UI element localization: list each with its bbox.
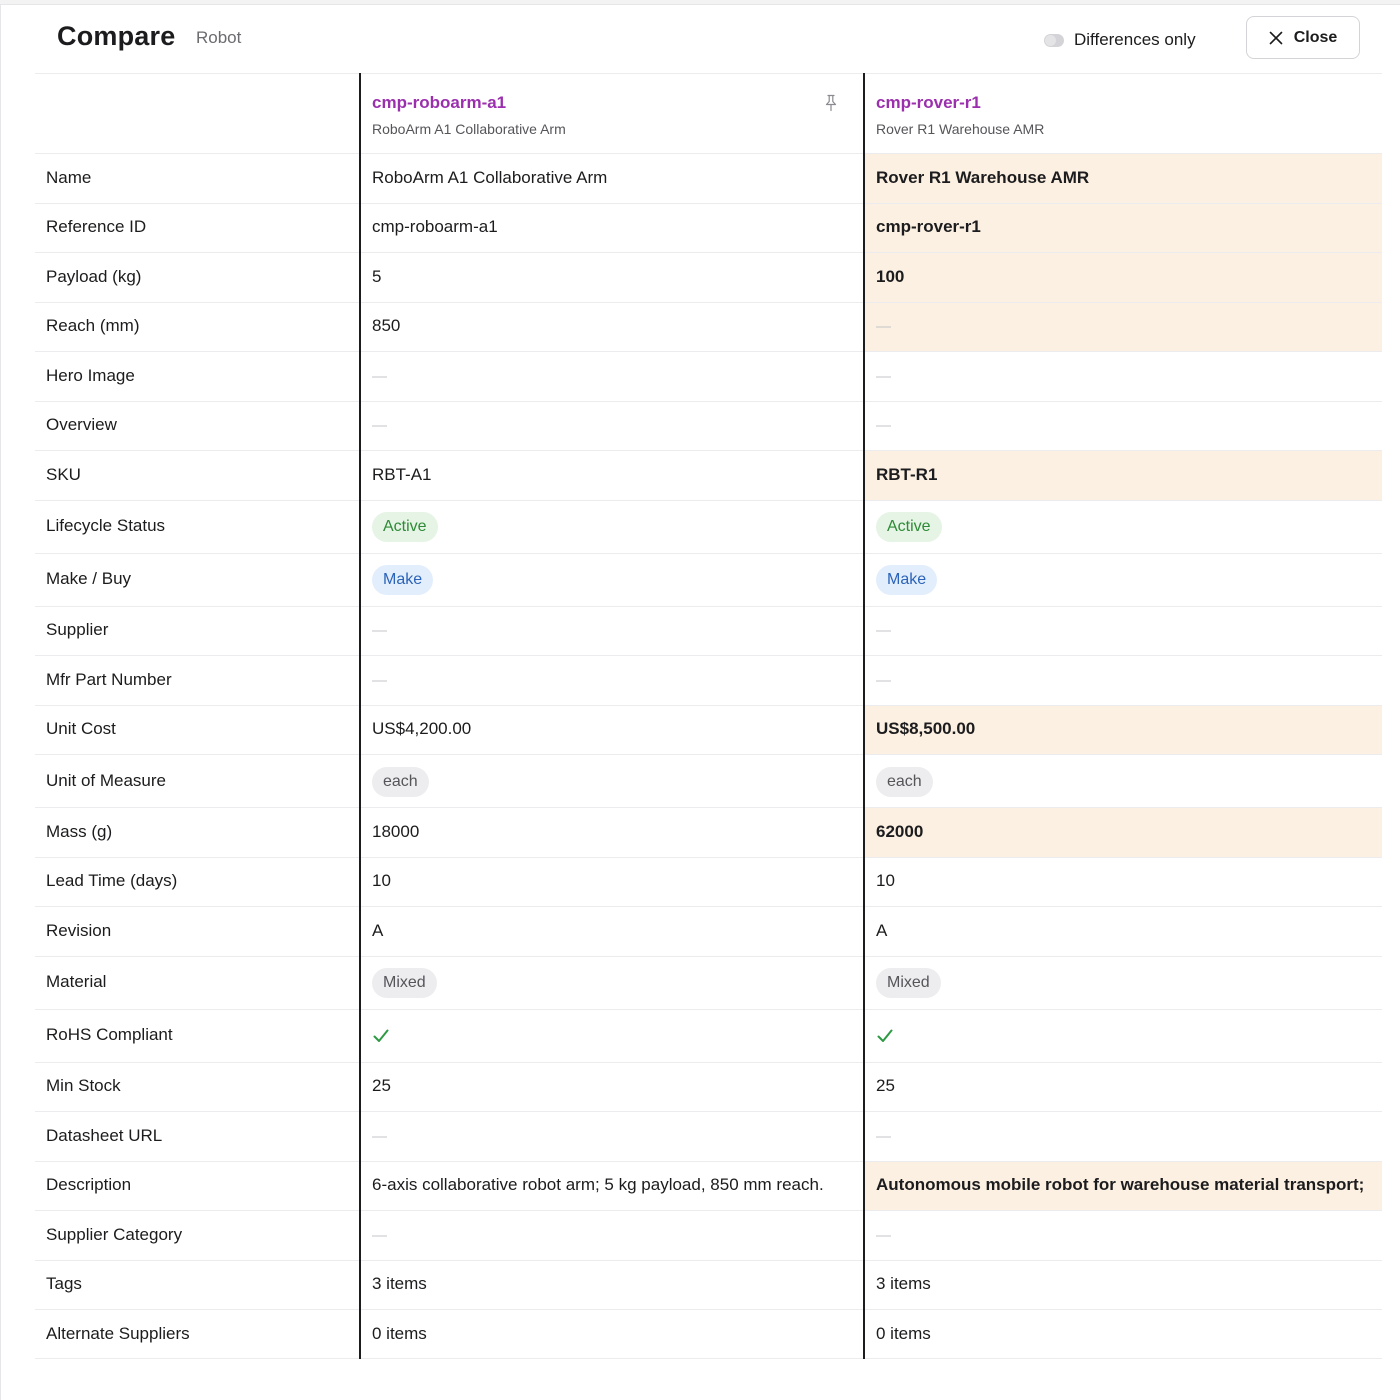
row-label: Supplier (46, 620, 109, 640)
column-id-link[interactable]: cmp-roboarm-a1 (372, 93, 507, 112)
empty-value: — (876, 417, 891, 435)
table-row (35, 1210, 1382, 1260)
cell-value: 62000 (876, 821, 924, 841)
table-row (35, 1161, 1382, 1211)
table-row (35, 857, 1382, 907)
compare-header (1, 5, 1400, 73)
cell-column-2 (864, 554, 1382, 606)
status-badge: Mixed (372, 968, 437, 998)
empty-value: — (876, 1226, 891, 1244)
table-row (35, 956, 1382, 1009)
toggle-switch[interactable] (1044, 34, 1064, 47)
table-row (35, 1062, 1382, 1112)
cell-value: 3 items (876, 1274, 931, 1294)
cell-column-2 (864, 1162, 1382, 1211)
cell-column-2 (864, 402, 1382, 451)
toggle-knob (1045, 35, 1056, 46)
cell-value: Rover R1 Warehouse AMR (876, 167, 1090, 187)
row-label: Material (46, 972, 107, 991)
table-row (35, 655, 1382, 705)
row-label: Alternate Suppliers (46, 1323, 190, 1343)
cell-column-2 (864, 1112, 1382, 1161)
status-badge: Active (876, 512, 942, 542)
row-label: Overview (46, 415, 117, 435)
table-row (35, 906, 1382, 956)
cell-column-1 (360, 957, 864, 1009)
cell-column-1 (360, 755, 864, 807)
empty-value: — (372, 1127, 387, 1145)
cell-column-2 (864, 1310, 1382, 1358)
column-name: RoboArm A1 Collaborative Arm (372, 121, 566, 137)
cell-column-1 (360, 1211, 864, 1260)
empty-value: — (372, 367, 387, 385)
status-badge: Active (372, 512, 438, 542)
row-label: Make / Buy (46, 569, 132, 588)
table-row (35, 401, 1382, 451)
cell-value: 0 items (876, 1323, 931, 1343)
table-row (35, 606, 1382, 656)
compare-panel (0, 4, 1400, 1400)
cell-column-2 (864, 303, 1382, 352)
cell-column-1 (360, 1010, 864, 1062)
cell-column-1 (360, 204, 864, 253)
cell-column-2 (864, 204, 1382, 253)
cell-value: RBT-R1 (876, 464, 938, 484)
cell-value: RBT-A1 (372, 464, 432, 484)
cell-value: 100 (876, 266, 905, 286)
cell-value: 10 (876, 871, 895, 891)
page-title: Compare (57, 21, 176, 51)
column-divider (863, 73, 865, 1359)
cell-column-1 (360, 554, 864, 606)
differences-only-toggle[interactable] (1044, 30, 1196, 50)
column-name: Rover R1 Warehouse AMR (876, 121, 1045, 137)
row-label: RoHS Compliant (46, 1025, 173, 1044)
close-button[interactable] (1246, 16, 1360, 59)
table-row (35, 203, 1382, 253)
empty-value: — (876, 367, 891, 385)
cell-value: 5 (372, 266, 382, 286)
cell-column-2 (864, 1261, 1382, 1310)
check-icon (372, 1027, 390, 1045)
empty-value: — (372, 671, 387, 689)
cell-column-2 (864, 501, 1382, 553)
column-id-link[interactable]: cmp-rover-r1 (876, 93, 981, 112)
cell-column-1 (360, 352, 864, 401)
empty-value: — (876, 1127, 891, 1145)
close-label: Close (1293, 28, 1338, 46)
table-row (35, 450, 1382, 500)
cell-value: A (372, 920, 384, 940)
cell-column-1 (360, 1310, 864, 1358)
table-row (35, 807, 1382, 857)
cell-value: US$4,200.00 (372, 719, 472, 739)
cell-value: A (876, 920, 888, 940)
cell-column-2 (864, 1010, 1382, 1062)
cell-column-2 (864, 1063, 1382, 1112)
cell-column-1 (360, 1261, 864, 1310)
cell-column-1 (360, 1162, 864, 1211)
column-header-2 (864, 73, 1382, 151)
toggle-label: Differences only (1074, 30, 1196, 49)
cell-column-1 (360, 402, 864, 451)
row-label: Payload (kg) (46, 266, 142, 286)
cell-value: 850 (372, 316, 401, 336)
cell-value: Autonomous mobile robot for warehouse material transport; (876, 1175, 1365, 1195)
cell-column-2 (864, 858, 1382, 907)
row-label: Name (46, 167, 92, 187)
cell-column-1 (360, 808, 864, 857)
pin-icon[interactable] (823, 94, 839, 112)
status-badge: Mixed (876, 968, 941, 998)
empty-value: — (372, 622, 387, 640)
table-row (35, 1009, 1382, 1062)
status-badge: Make (372, 565, 433, 595)
cell-value: 6-axis collaborative robot arm; 5 kg payload, 850 mm reach. (372, 1175, 824, 1195)
table-row (35, 302, 1382, 352)
cell-column-1 (360, 907, 864, 956)
column-divider (359, 73, 361, 1359)
cell-column-2 (864, 154, 1382, 203)
cell-column-2 (864, 451, 1382, 500)
empty-value: — (372, 1226, 387, 1244)
cell-column-2 (864, 656, 1382, 705)
row-label: Description (46, 1175, 132, 1195)
empty-value: — (876, 318, 891, 336)
empty-value: — (876, 622, 891, 640)
table-row (35, 351, 1382, 401)
table-row (35, 1111, 1382, 1161)
row-label: Reach (mm) (46, 316, 140, 336)
empty-value: — (876, 671, 891, 689)
row-label: Mfr Part Number (46, 669, 172, 689)
close-icon (1269, 31, 1283, 45)
cell-column-2 (864, 352, 1382, 401)
row-label: SKU (46, 464, 81, 484)
table-row (35, 153, 1382, 203)
cell-value: 18000 (372, 821, 420, 841)
row-label: Lifecycle Status (46, 516, 166, 535)
cell-column-1 (360, 1063, 864, 1112)
cell-column-1 (360, 1112, 864, 1161)
cell-value: RoboArm A1 Collaborative Arm (372, 167, 608, 187)
row-label: Lead Time (days) (46, 871, 178, 891)
cell-value: 3 items (372, 1274, 427, 1294)
cell-value: cmp-rover-r1 (876, 217, 981, 237)
cell-value: 0 items (372, 1323, 427, 1343)
status-badge: Make (876, 565, 937, 595)
table-row (35, 500, 1382, 553)
cell-column-2 (864, 253, 1382, 302)
cell-column-1 (360, 253, 864, 302)
cell-column-1 (360, 607, 864, 656)
cell-column-2 (864, 706, 1382, 755)
cell-column-1 (360, 656, 864, 705)
cell-column-1 (360, 501, 864, 553)
column-header-1 (360, 73, 864, 151)
row-label: Supplier Category (46, 1224, 183, 1244)
row-label: Unit Cost (46, 719, 116, 739)
row-label: Reference ID (46, 217, 147, 237)
row-label: Hero Image (46, 365, 135, 385)
check-icon (876, 1027, 894, 1045)
page-subtitle: Robot (196, 28, 242, 47)
cell-column-1 (360, 858, 864, 907)
empty-value: — (372, 417, 387, 435)
row-label: Tags (46, 1274, 82, 1294)
cell-value: 10 (372, 871, 391, 891)
row-label: Revision (46, 920, 112, 940)
cell-value: 25 (372, 1076, 391, 1096)
row-label: Min Stock (46, 1076, 121, 1096)
cell-column-2 (864, 607, 1382, 656)
cell-column-1 (360, 706, 864, 755)
status-badge: each (372, 767, 429, 797)
table-row (35, 553, 1382, 606)
table-row (35, 1260, 1382, 1310)
cell-column-2 (864, 755, 1382, 807)
cell-column-2 (864, 1211, 1382, 1260)
table-row (35, 1309, 1382, 1359)
row-label: Datasheet URL (46, 1125, 163, 1145)
cell-column-1 (360, 154, 864, 203)
cell-value: cmp-roboarm-a1 (372, 217, 498, 237)
row-label: Unit of Measure (46, 770, 166, 790)
table-row (35, 252, 1382, 302)
cell-column-2 (864, 907, 1382, 956)
cell-value: US$8,500.00 (876, 719, 976, 739)
table-row (35, 705, 1382, 755)
status-badge: each (876, 767, 933, 797)
cell-value: 25 (876, 1076, 895, 1096)
cell-column-2 (864, 957, 1382, 1009)
cell-column-1 (360, 451, 864, 500)
cell-column-2 (864, 808, 1382, 857)
table-row (35, 754, 1382, 807)
row-label: Mass (g) (46, 821, 113, 841)
cell-column-1 (360, 303, 864, 352)
